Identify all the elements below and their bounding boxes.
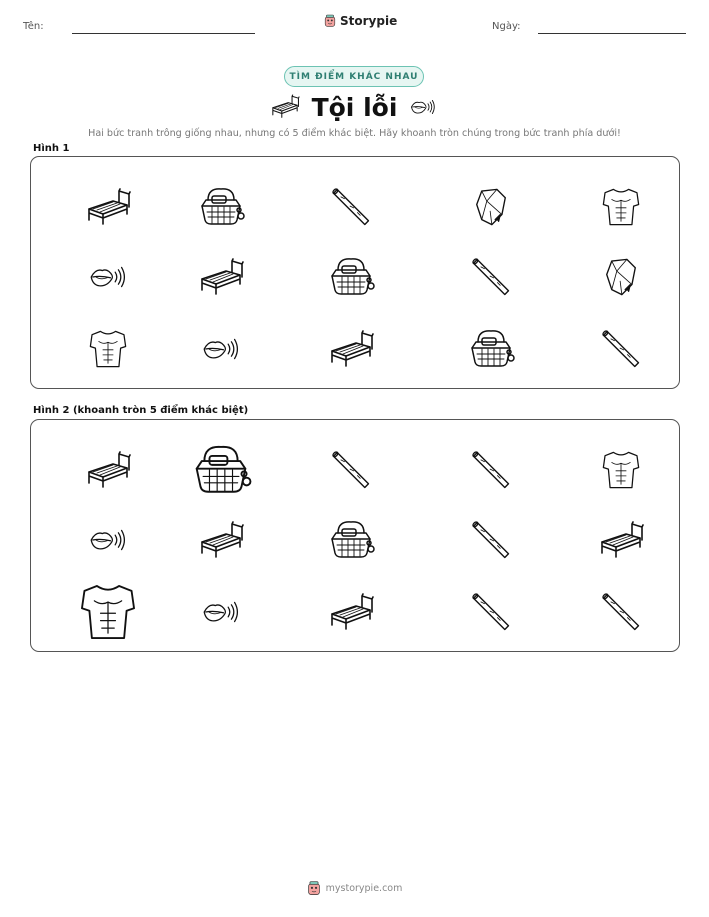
picture-cell[interactable] <box>581 175 661 239</box>
bed-icon <box>196 257 246 297</box>
bed-icon <box>196 520 246 560</box>
picture1-label: Hình 1 <box>33 143 70 154</box>
picture-cell[interactable] <box>451 175 531 239</box>
picture-cell[interactable] <box>311 508 391 572</box>
page-title: Tội lỗi <box>311 93 398 122</box>
brand-name: Storypie <box>340 14 398 28</box>
lips-icon <box>409 96 437 118</box>
picture-cell[interactable] <box>181 175 261 239</box>
picture-cell[interactable] <box>451 245 531 309</box>
picture-cell[interactable] <box>451 508 531 572</box>
picture-cell[interactable] <box>181 317 261 381</box>
stick-icon <box>328 447 374 493</box>
picture-cell[interactable] <box>68 245 148 309</box>
stick-icon <box>598 326 644 372</box>
lips-icon <box>87 524 129 556</box>
picture-cell[interactable] <box>181 438 261 502</box>
bed-icon <box>326 329 376 369</box>
footer <box>0 881 709 896</box>
footer-site: mystorypie.com <box>325 883 403 894</box>
picture-cell[interactable] <box>181 580 261 644</box>
stick-icon <box>468 589 514 635</box>
storypie-logo-icon <box>307 881 321 896</box>
picture-cell[interactable] <box>68 175 148 239</box>
bed-icon <box>83 187 133 227</box>
picture2-panel <box>30 419 680 652</box>
bed-icon <box>326 592 376 632</box>
stick-icon <box>598 589 644 635</box>
torso-icon <box>600 185 642 229</box>
picture-cell[interactable] <box>451 438 531 502</box>
picture-cell[interactable] <box>581 317 661 381</box>
activity-badge: TÌM ĐIỂM KHÁC NHAU <box>284 66 424 87</box>
picture-cell[interactable] <box>581 245 661 309</box>
picture2-label: Hình 2 (khoanh tròn 5 điểm khác biệt) <box>33 405 249 416</box>
name-label: Tên: <box>23 21 44 32</box>
picture-cell[interactable] <box>311 580 391 644</box>
bed-icon <box>83 450 133 490</box>
picture-cell[interactable] <box>68 438 148 502</box>
picture-cell[interactable] <box>181 508 261 572</box>
rock-icon <box>470 183 512 231</box>
storypie-logo-icon <box>324 14 336 28</box>
picture-cell[interactable] <box>181 245 261 309</box>
rock-icon <box>600 253 642 301</box>
picture-cell[interactable] <box>311 317 391 381</box>
picture-cell[interactable] <box>581 508 661 572</box>
basket-icon <box>196 186 246 228</box>
torso-icon <box>600 448 642 492</box>
stick-icon <box>468 517 514 563</box>
basket-icon <box>326 519 376 561</box>
stick-icon <box>328 184 374 230</box>
stick-icon <box>468 447 514 493</box>
picture-cell[interactable] <box>451 317 531 381</box>
torso-icon <box>77 581 139 643</box>
picture-cell[interactable] <box>68 317 148 381</box>
stick-icon <box>468 254 514 300</box>
date-field[interactable] <box>538 33 686 34</box>
picture-cell[interactable] <box>68 508 148 572</box>
picture-cell[interactable] <box>68 580 148 644</box>
lips-icon <box>200 333 242 365</box>
basket-icon <box>466 328 516 370</box>
picture-cell[interactable] <box>311 175 391 239</box>
picture-cell[interactable] <box>311 245 391 309</box>
brand <box>324 14 397 28</box>
picture-cell[interactable] <box>581 580 661 644</box>
date-label: Ngày: <box>492 21 521 32</box>
lips-icon <box>87 261 129 293</box>
basket-icon <box>326 256 376 298</box>
basket-icon <box>189 443 253 497</box>
instructions: Hai bức tranh trông giống nhau, nhưng có 5 điểm khác biệt. Hãy khoanh tròn chúng trong bức tranh phía dưới! <box>88 128 621 139</box>
picture-cell[interactable] <box>451 580 531 644</box>
picture1-panel <box>30 156 680 389</box>
torso-icon <box>87 327 129 371</box>
picture-cell[interactable] <box>311 438 391 502</box>
picture-cell[interactable] <box>581 438 661 502</box>
lips-icon <box>200 596 242 628</box>
name-field[interactable] <box>72 33 255 34</box>
bed-icon <box>596 520 646 560</box>
